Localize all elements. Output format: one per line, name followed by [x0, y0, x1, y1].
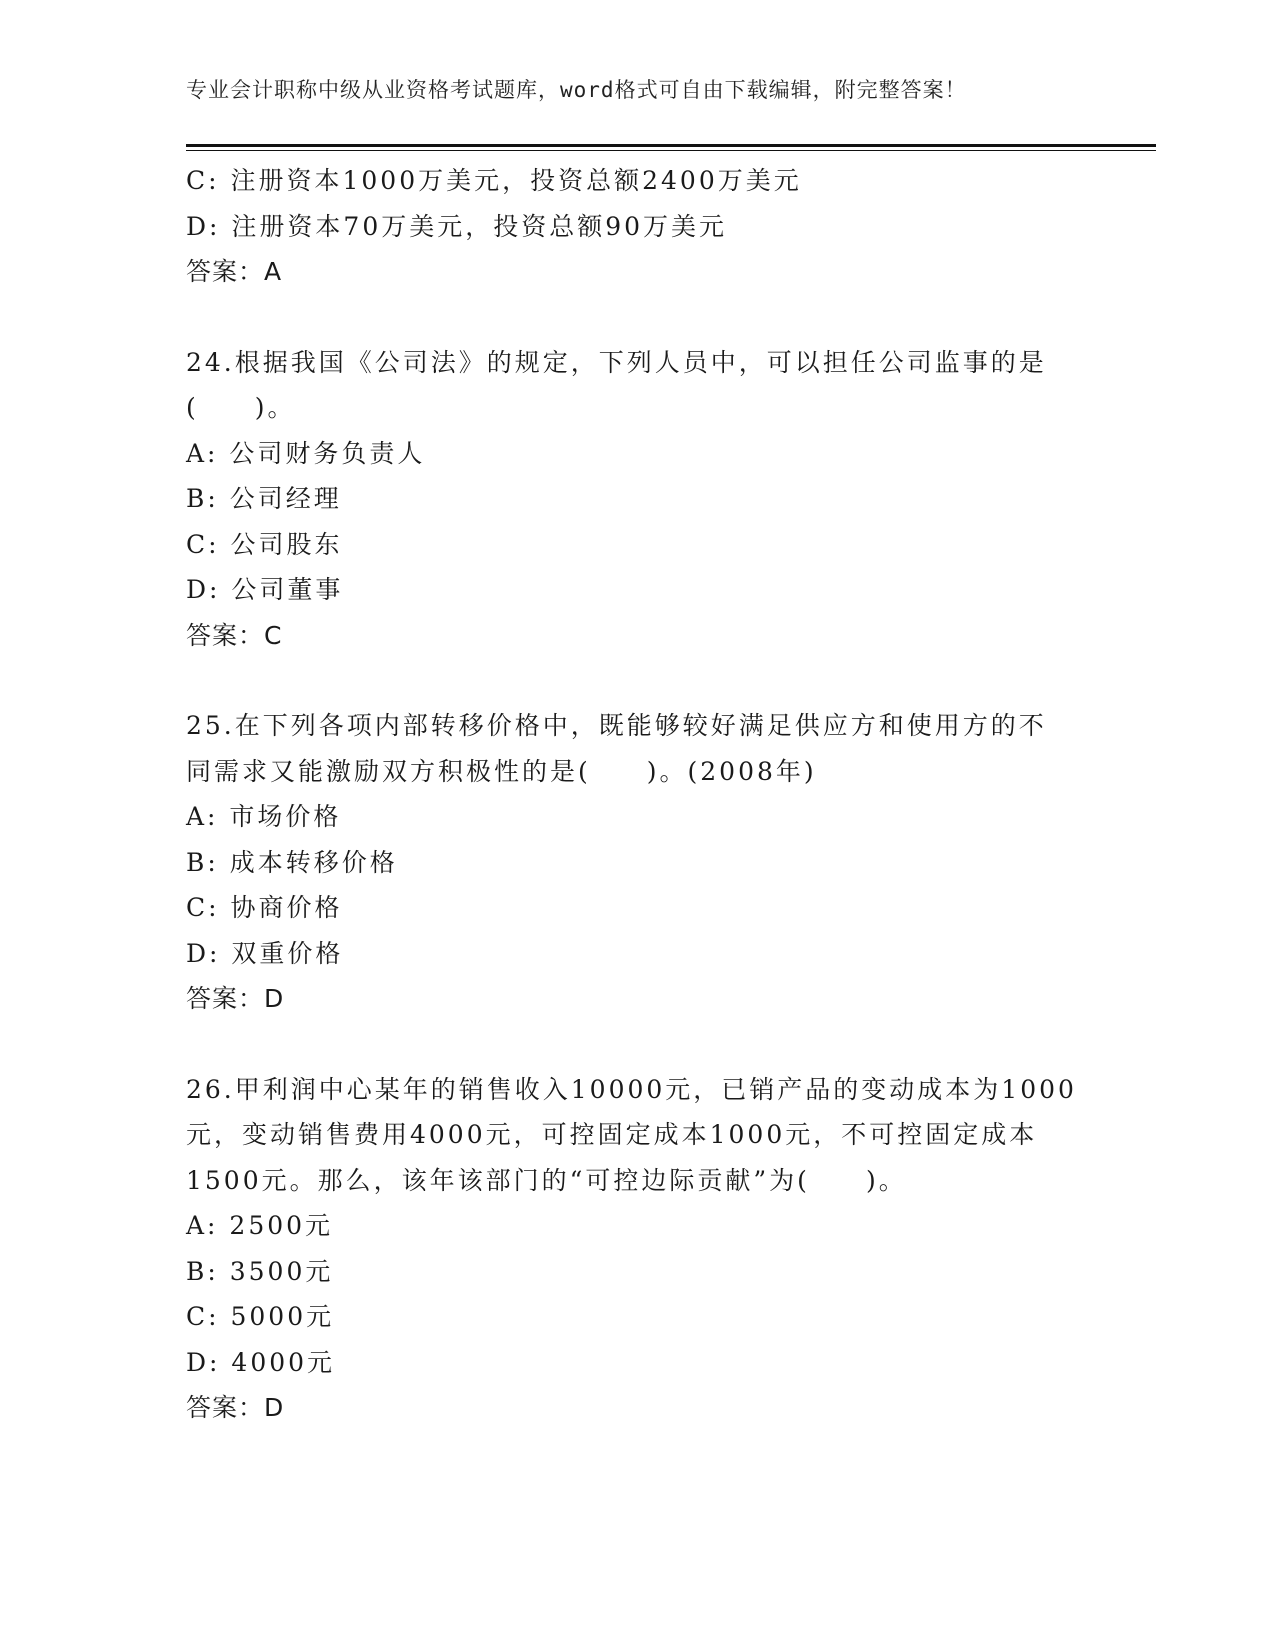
- question-26: [186, 1067, 1086, 1431]
- option-d: D: 注册资本70万美元，投资总额90万美元: [186, 211, 728, 241]
- option-c: C: 协商价格: [186, 893, 343, 922]
- answer-line: 答案：D: [186, 984, 285, 1013]
- option-c: C: 5000元: [186, 1302, 335, 1331]
- option-d: D: 公司董事: [186, 575, 344, 604]
- answer-line: 答案：D: [186, 1393, 285, 1422]
- option-a: A: 2500元: [186, 1211, 334, 1240]
- header-rule-thin: [186, 150, 1156, 151]
- question-content: [186, 158, 1086, 1431]
- question-stem: 24.根据我国《公司法》的规定，下列人员中，可以担任公司监事的是: [186, 347, 1047, 377]
- header-rule-thick: [186, 144, 1156, 147]
- option-d: D: 双重价格: [186, 938, 344, 968]
- question-stem: 元，变动销售费用4000元，可控固定成本1000元，不可控固定成本: [186, 1120, 1038, 1149]
- spacer: [186, 658, 1086, 703]
- question-24: [186, 340, 1086, 659]
- question-25: [186, 703, 1086, 1022]
- option-c: C: 公司股东: [186, 529, 343, 559]
- option-a: A: 公司财务负责人: [186, 438, 426, 468]
- option-d: D: 4000元: [186, 1347, 336, 1377]
- answer-line: 答案：A: [186, 257, 283, 286]
- question-stem: 26.甲利润中心某年的销售收入10000元，已销产品的变动成本为1000: [186, 1074, 1077, 1104]
- spacer: [186, 1022, 1086, 1067]
- option-b: B: 3500元: [186, 1256, 334, 1286]
- answer-line: 答案：C: [186, 620, 283, 650]
- option-c: C: 注册资本1000万美元，投资总额2400万美元: [186, 166, 802, 195]
- option-b: B: 公司经理: [186, 484, 342, 513]
- question-stem: 25.在下列各项内部转移价格中，既能够较好满足供应方和使用方的不: [186, 711, 1047, 740]
- question-stem: ( )。: [186, 393, 296, 422]
- page-header: 专业会计职称中级从业资格考试题库，word格式可自由下载编辑，附完整答案！: [186, 78, 967, 102]
- question-stem: 1500元。那么，该年该部门的“可控边际贡献”为( )。: [186, 1165, 907, 1195]
- option-a: A: 市场价格: [186, 802, 342, 831]
- spacer: [186, 295, 1086, 340]
- option-b: B: 成本转移价格: [186, 847, 398, 877]
- question-stem: 同需求又能激励双方积极性的是( )。(2008年): [186, 756, 817, 786]
- question-23: [186, 158, 1086, 295]
